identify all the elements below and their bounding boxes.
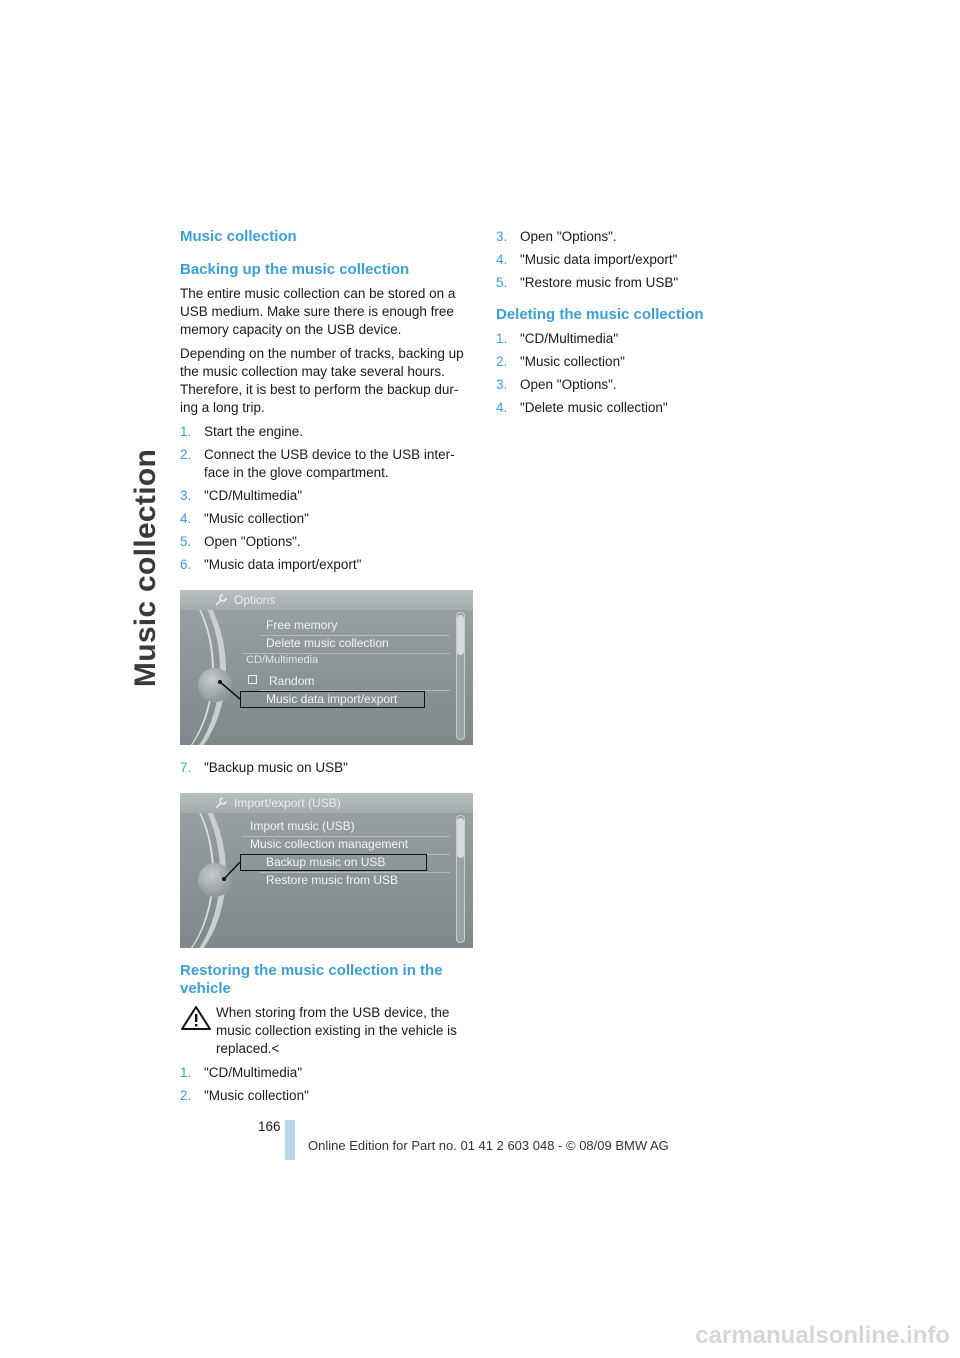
screen-title: Import/export (USB)	[234, 796, 341, 810]
list-item: 1. Start the engine.	[180, 424, 304, 439]
list-item: 6. "Music data import/export"	[180, 557, 362, 572]
screen-title: Options	[234, 593, 276, 607]
list-item: 4. "Music collection"	[180, 511, 309, 526]
backup-steps	[180, 423, 476, 574]
list-item: 4. "Music data import/export"	[496, 252, 678, 267]
chapter-side-title-text: Music collection	[129, 448, 162, 688]
list-item: 1. "CD/Multimedia"	[180, 1065, 303, 1080]
leader-line	[180, 793, 473, 948]
menu-item-restore-music: Restore music from USB	[266, 873, 399, 887]
scrollbar	[456, 612, 465, 740]
list-item: 2. "Music collection"	[496, 354, 625, 369]
menu-item-backup-music: Backup music on USB	[266, 855, 386, 869]
list-item: 7. "Backup music on USB"	[180, 760, 348, 775]
footer-edition: Online Edition for Part no. 01 41 2 603 048 - © 08/09 BMW AG	[308, 1138, 669, 1153]
menu-item-free-memory: Free memory	[266, 618, 338, 632]
list-item: 2. "Music collection"	[180, 1088, 309, 1103]
warning-text: When storing from the USB device, the music collection existing in the vehicle is replaced.<	[216, 1005, 457, 1056]
list-item: 2. Connect the USB device to the USB inter- face in the glove compartment.	[180, 447, 455, 480]
delete-heading: Deleting the music collection	[496, 306, 704, 323]
menu-item-music-data-import-export: Music data import/export	[266, 692, 398, 706]
list-item: 5. Open "Options".	[180, 534, 301, 549]
warning-note	[180, 1004, 476, 1064]
footer-accent-bar	[285, 1120, 295, 1160]
backup-step-7	[180, 759, 476, 777]
menu-group-cd-multimedia: CD/Multimedia	[246, 654, 319, 666]
backup-para-1: The entire music collection can be stored on a USB medium. Make sure there is enough free memory capacity on the USB device.	[180, 286, 456, 337]
chapter-side-title	[128, 228, 164, 908]
list-item: 1. "CD/Multimedia"	[496, 331, 619, 346]
list-item: 3. Open "Options".	[496, 377, 617, 392]
right-column	[496, 228, 792, 423]
page-number: 166	[258, 1119, 281, 1134]
backup-para-2: Depending on the number of tracks, backing up the music collection may take several hours. Therefore, it is best to perform the backup dur- ing a long trip.	[180, 346, 464, 415]
scrollbar	[456, 815, 465, 943]
restore-steps-continued	[496, 228, 792, 292]
warning-triangle-icon	[180, 1004, 216, 1032]
list-item: 3. "CD/Multimedia"	[180, 488, 303, 503]
leader-line	[180, 590, 473, 745]
menu-item-random: Random	[248, 674, 314, 688]
list-item: 3. Open "Options".	[496, 229, 617, 244]
menu-item-delete-music: Delete music collection	[266, 636, 389, 650]
list-item: 5. "Restore music from USB"	[496, 275, 679, 290]
watermark: carmanualsonline.info	[695, 1322, 950, 1349]
menu-item-import-music: Import music (USB)	[250, 819, 355, 833]
list-item: 4. "Delete music collection"	[496, 400, 668, 415]
restore-heading: Restoring the music collection in the vehicle	[180, 962, 443, 997]
restore-steps	[180, 1064, 476, 1105]
menu-item-music-collection-management: Music collection management	[250, 837, 409, 851]
left-column	[180, 228, 476, 1111]
options-screenshot	[180, 590, 473, 745]
section-heading: Music collection	[180, 228, 297, 245]
import-export-screenshot	[180, 793, 473, 948]
backup-heading: Backing up the music collection	[180, 261, 410, 278]
delete-steps	[496, 330, 792, 417]
